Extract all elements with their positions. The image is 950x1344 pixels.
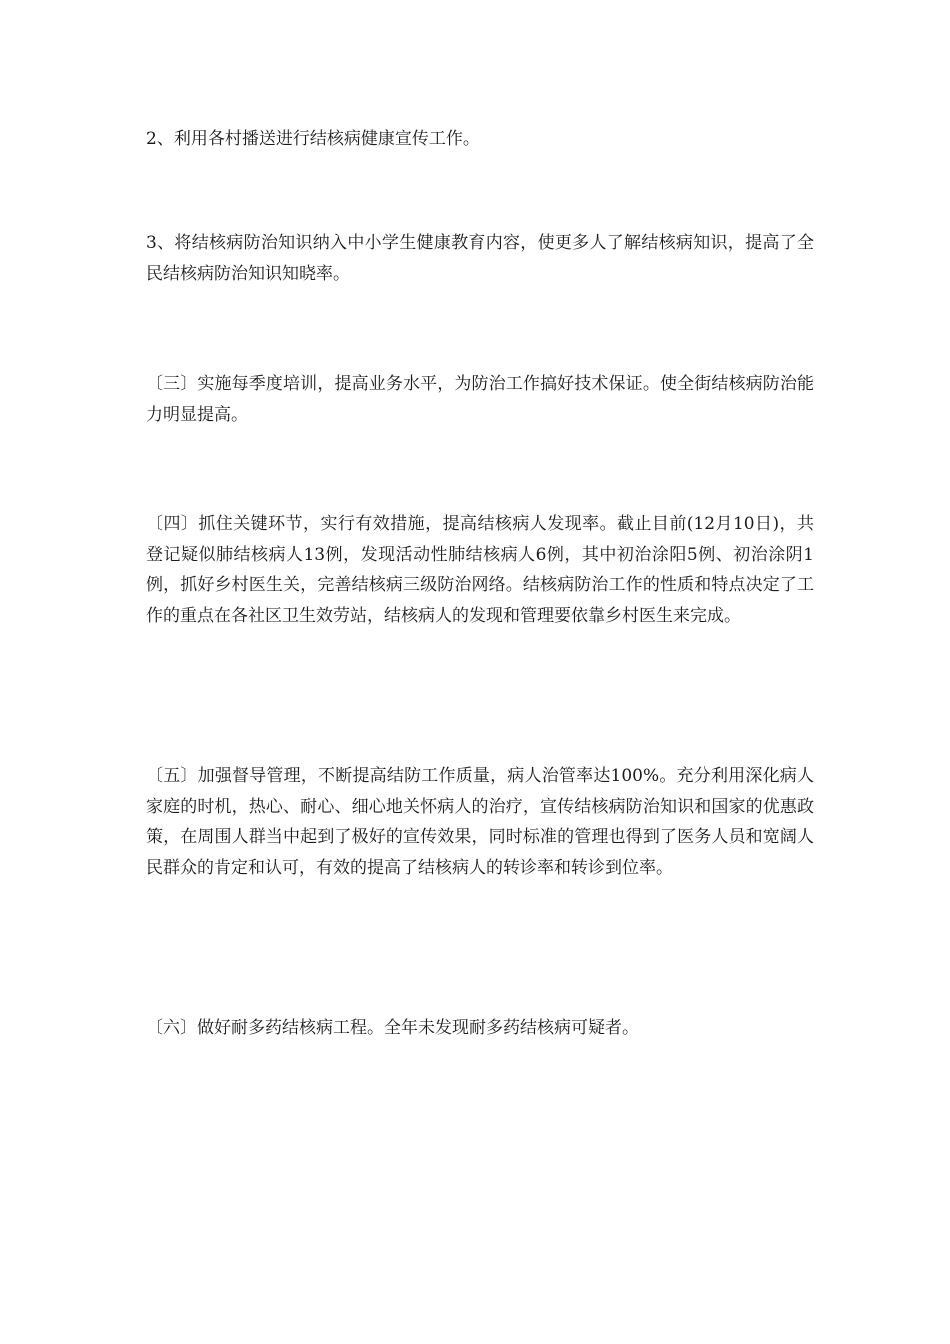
paragraph-mdr-tb-project: 〔六〕做好耐多药结核病工程。全年未发现耐多药结核病可疑者。 [146, 1018, 639, 1038]
paragraph-supervision-management: 〔五〕加强督导管理，不断提高结防工作质量，病人治管率达100%。充分利用深化病人家庭的时机，热心、耐心、细心地关怀病人的治疗，宣传结核病防治知识和国家的优惠政策，在周围人群当中起到了极好的宣传效果，同时标准的管理也得到了医务人员和宽阔人民群众的肯定和认可，有效的提高了结核病人的转诊率和转诊到位率。 [146, 766, 814, 878]
paragraph-school-education: 3、将结核病防治知识纳入中小学生健康教育内容，使更多人了解结核病知识，提高了全民结核病防治知识知晓率。 [146, 233, 814, 284]
paragraph-quarterly-training: 〔三〕实施每季度培训，提高业务水平，为防治工作搞好技术保证。使全街结核病防治能力明显提高。 [146, 374, 814, 425]
paragraph-village-broadcast: 2、利用各村播送进行结核病健康宣传工作。 [146, 129, 480, 149]
paragraph-case-detection: 〔四〕抓住关键环节，实行有效措施，提高结核病人发现率。截止目前(12月10日)，共登记疑似肺结核病人13例，发现活动性肺结核病人6例，其中初治涂阳5例、初治涂阴1例，抓好乡村医生关，完善结核病三级防治网络。结核病防治工作的性质和特点决定了工作的重点在各社区卫生效劳站，结核病人的发现和管理要依靠乡村医生来完成。 [146, 514, 814, 626]
